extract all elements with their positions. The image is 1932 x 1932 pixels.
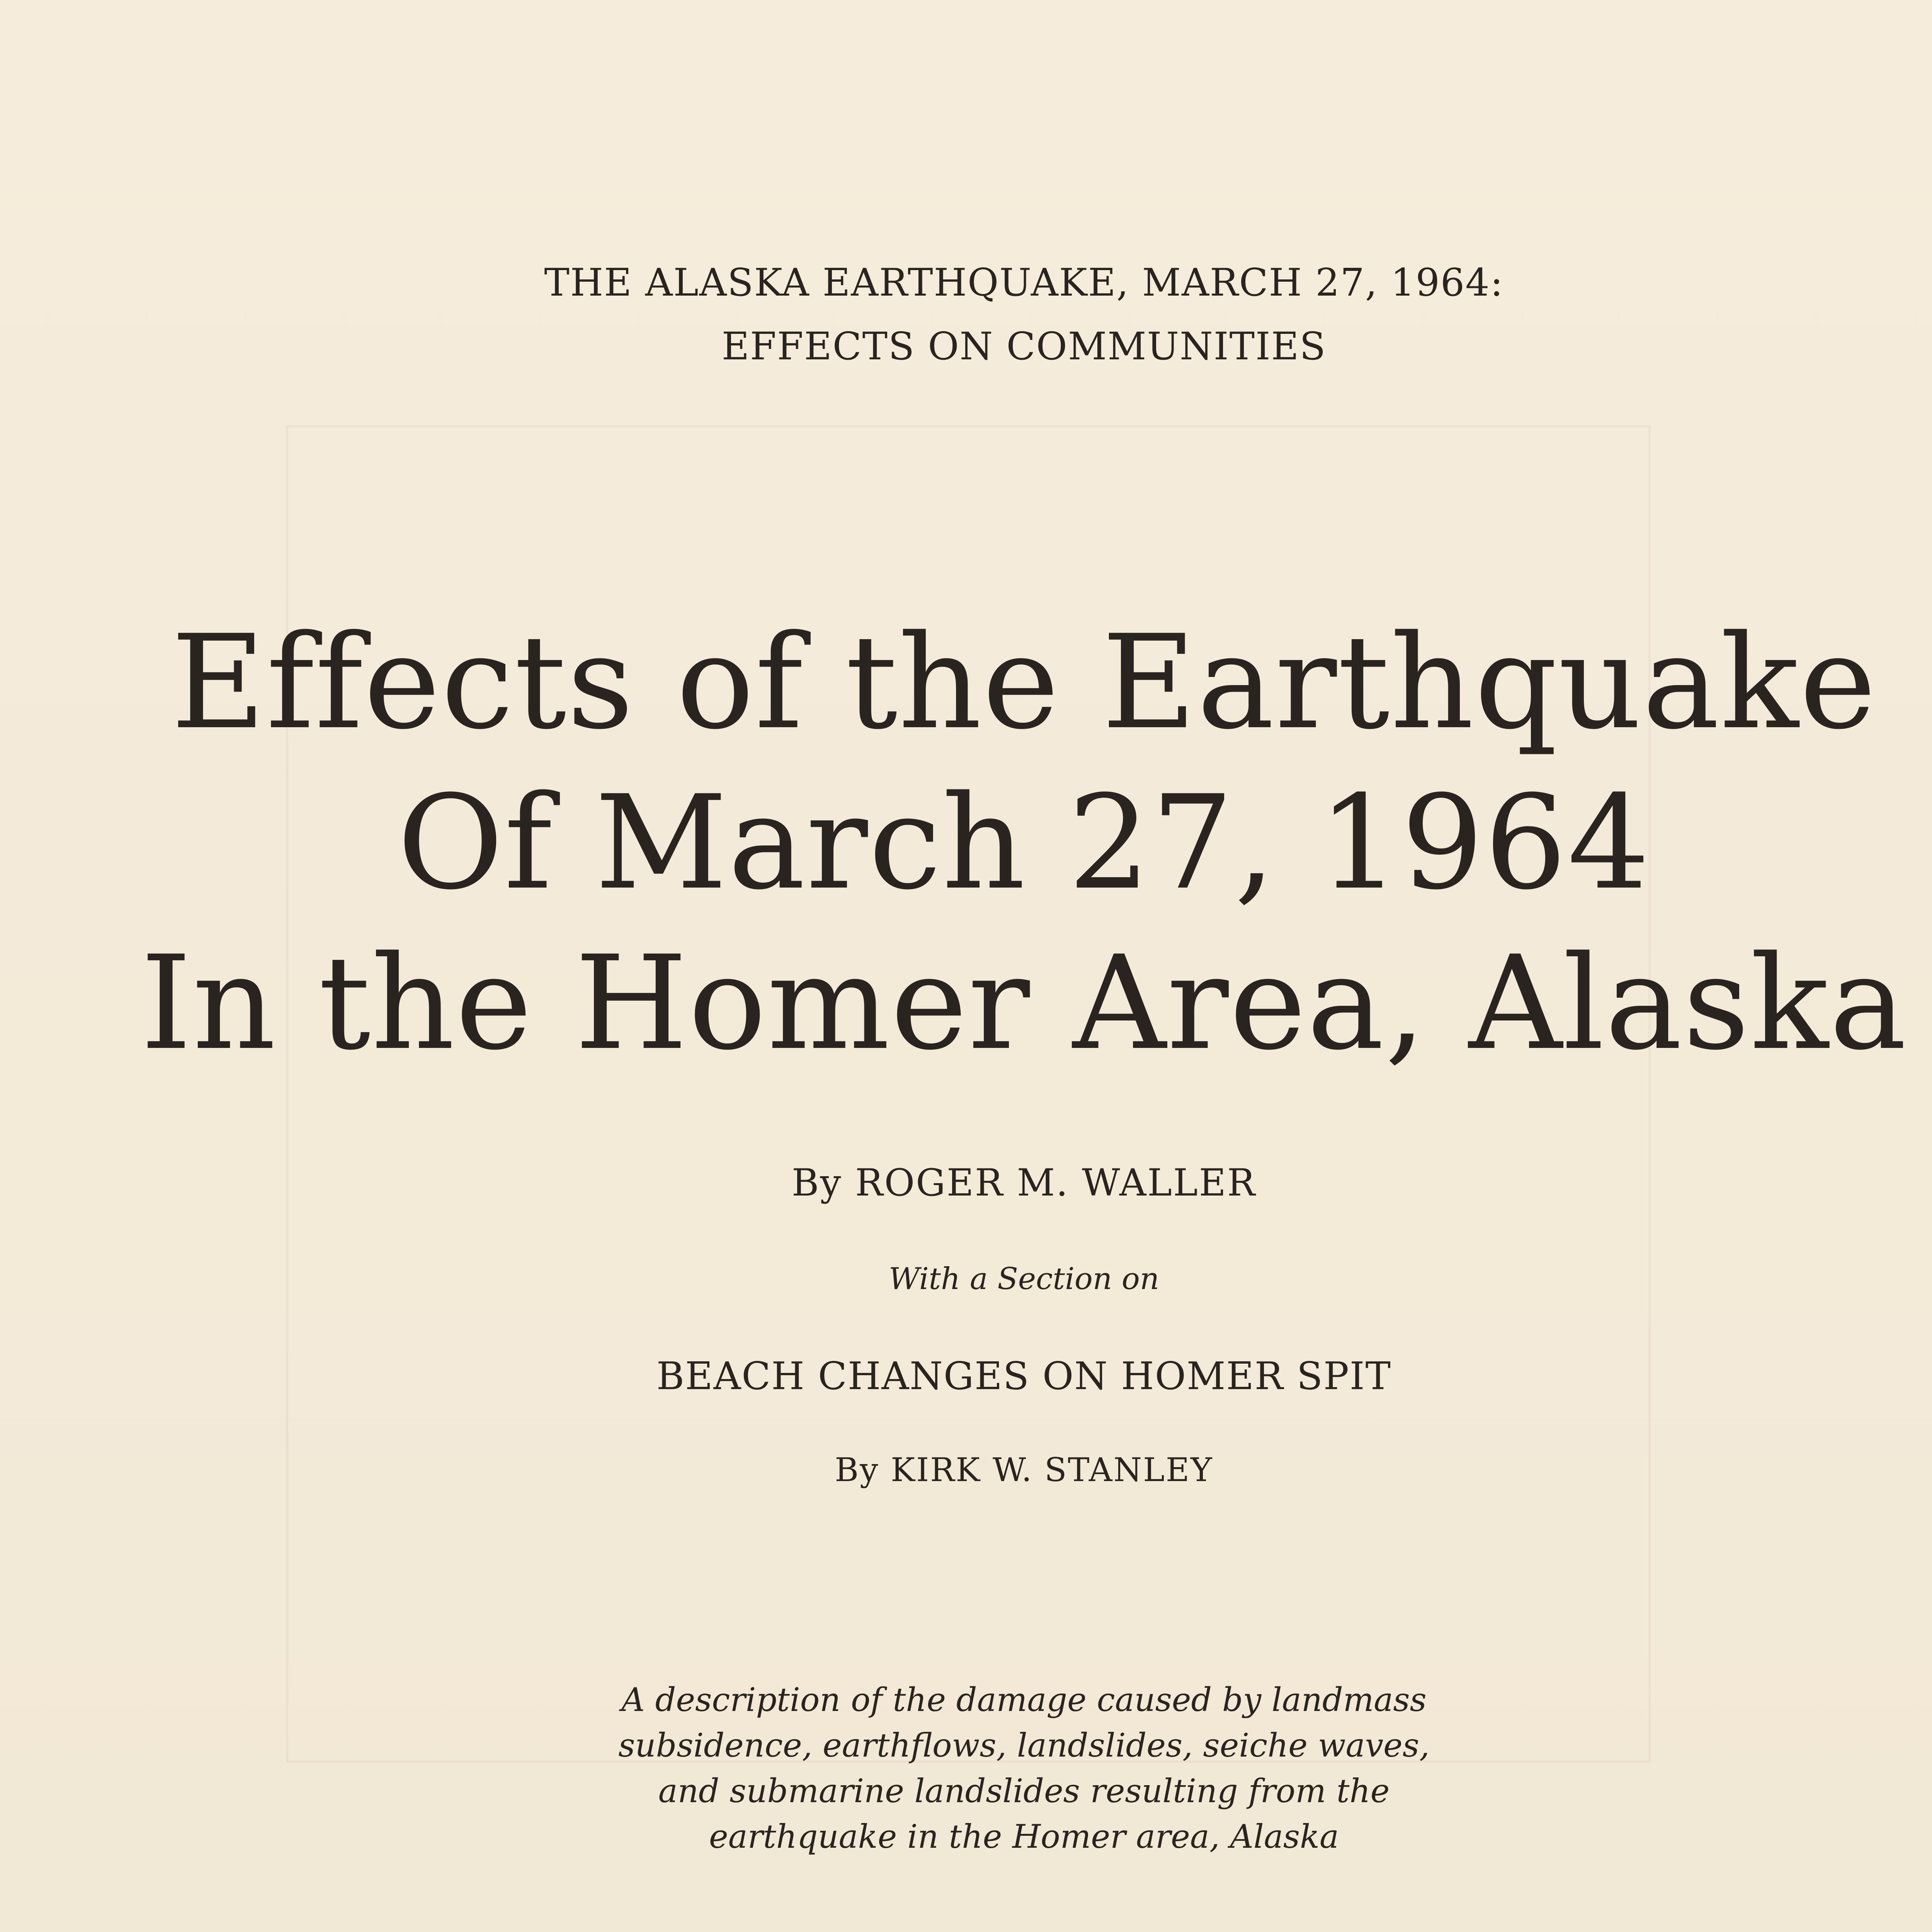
title-line-3: In the Homer Area, Alaska bbox=[140, 928, 1908, 1079]
title-line-1: Effects of the Earthquake bbox=[171, 607, 1877, 758]
section-intro: With a Section on bbox=[888, 1262, 1160, 1296]
page-title bbox=[0, 603, 1932, 1084]
author-byline: By ROGER M. WALLER bbox=[791, 1161, 1257, 1204]
series-heading bbox=[0, 251, 1932, 379]
description-line-2: subsidence, earthflows, landslides, seiche waves, bbox=[618, 1726, 1430, 1764]
section-title: BEACH CHANGES ON HOMER SPIT bbox=[656, 1354, 1392, 1398]
description-line-1: A description of the damage caused by landmass bbox=[621, 1681, 1427, 1719]
description bbox=[0, 1677, 1932, 1859]
series-heading-line-1: THE ALASKA EARTHQUAKE, MARCH 27, 1964: bbox=[544, 261, 1504, 305]
description-line-4: earthquake in the Homer area, Alaska bbox=[709, 1818, 1339, 1855]
description-line-3: and submarine landslides resulting from the bbox=[658, 1772, 1390, 1810]
series-heading-line-2: EFFECTS ON COMMUNITIES bbox=[721, 325, 1327, 369]
section-author-byline: By KIRK W. STANLEY bbox=[835, 1451, 1213, 1489]
title-line-2: Of March 27, 1964 bbox=[397, 768, 1651, 918]
